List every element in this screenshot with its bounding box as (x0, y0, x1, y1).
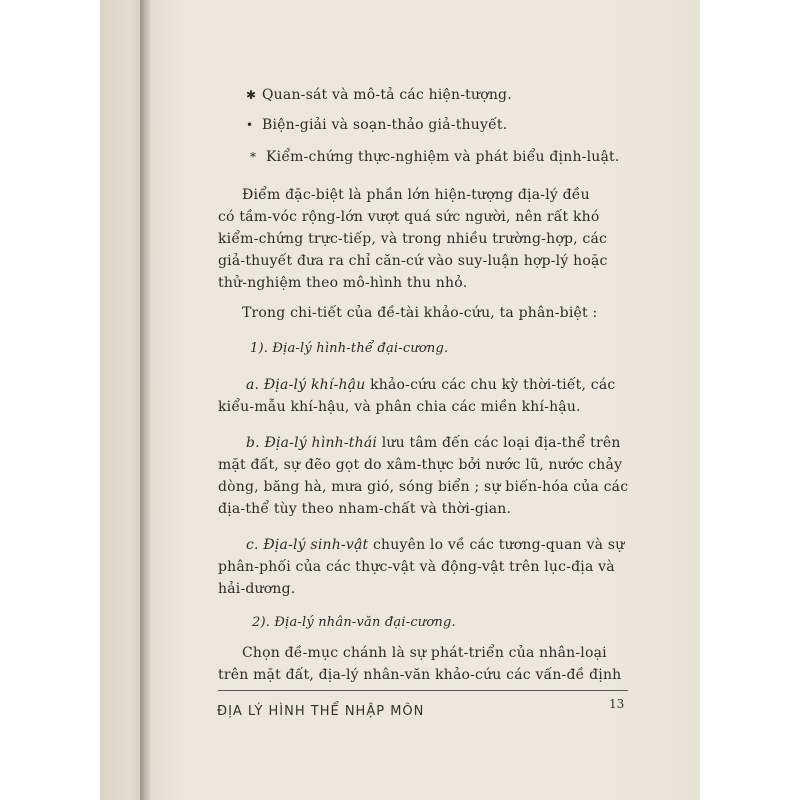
item-b-line: dòng, băng hà, mưa gió, sóng biển ; sự biến-hóa của các (218, 479, 629, 495)
item-b-line (246, 434, 621, 452)
section-heading: 2). Địa-lý nhân-văn đại-cương. (252, 615, 456, 630)
paragraph-line: Chọn đề-mục chánh là sự phát-triển của nhân-loại (242, 645, 607, 661)
paragraph-line: Điểm đặc-biệt là phần lớn hiện-tượng địa-lý đều (242, 187, 590, 203)
page-number: 13 (609, 697, 625, 711)
bullet-item-1: Quan-sát và mô-tả các hiện-tượng. (262, 87, 512, 103)
bullet-item-3: Kiểm-chứng thực-nghiệm và phát biểu định-luật. (266, 149, 620, 165)
item-a-line (246, 376, 615, 394)
item-c-label: c. Địa-lý sinh-vật (246, 537, 369, 553)
footer-book-title: ĐỊA LÝ HÌNH THỂ NHẬP MÔN (217, 704, 425, 719)
paragraph-line: có tầm-vóc rộng-lớn vượt quá sức người, nên rất khó (218, 209, 600, 225)
item-c-text: chuyên lo về các tương-quan và sự (373, 537, 625, 553)
paragraph-line: Trong chi-tiết của đề-tài khảo-cứu, ta phân-biệt : (242, 305, 598, 321)
bullet-item-2: Biện-giải và soạn-thảo giả-thuyết. (262, 117, 508, 133)
item-b-line: mặt đất, sự đẽo gọt do xâm-thực bởi nước lũ, nước chảy (218, 457, 623, 473)
item-c-line: phân-phối của các thực-vật và động-vật trên lục-địa và (218, 559, 615, 575)
book-page (150, 0, 700, 800)
paragraph-line: thử-nghiệm theo mô-hình thu nhỏ. (218, 275, 468, 291)
bullet-marker: ✱ (246, 88, 257, 102)
item-b-text: lưu tâm đến các loại địa-thể trên (381, 435, 621, 451)
item-c-line: hải-dương. (218, 581, 296, 597)
item-b-line: địa-thể tùy theo nham-chất và thời-gian. (218, 501, 512, 517)
section-heading: 1). Địa-lý hình-thể đại-cương. (250, 341, 449, 356)
item-a-text: khảo-cứu các chu kỳ thời-tiết, các (370, 377, 616, 393)
footer-rule (218, 690, 628, 691)
bullet-marker: * (250, 150, 256, 164)
item-a-label: a. Địa-lý khí-hậu (246, 377, 366, 393)
paragraph-line: kiểm-chứng trực-tiếp, và trong nhiều trường-hợp, các (218, 231, 608, 247)
item-c-line (246, 536, 624, 554)
paragraph-line: giả-thuyết đưa ra chỉ căn-cứ vào suy-luận hợp-lý hoặc (218, 253, 608, 269)
paragraph-line: trên mặt đất, địa-lý nhân-văn khảo-cứu các vấn-đề định (218, 667, 622, 683)
bullet-marker: • (246, 118, 254, 132)
item-b-label: b. Địa-lý hình-thái (246, 435, 378, 451)
item-a-line: kiểu-mẫu khí-hậu, và phân chia các miền khí-hậu. (218, 399, 581, 415)
